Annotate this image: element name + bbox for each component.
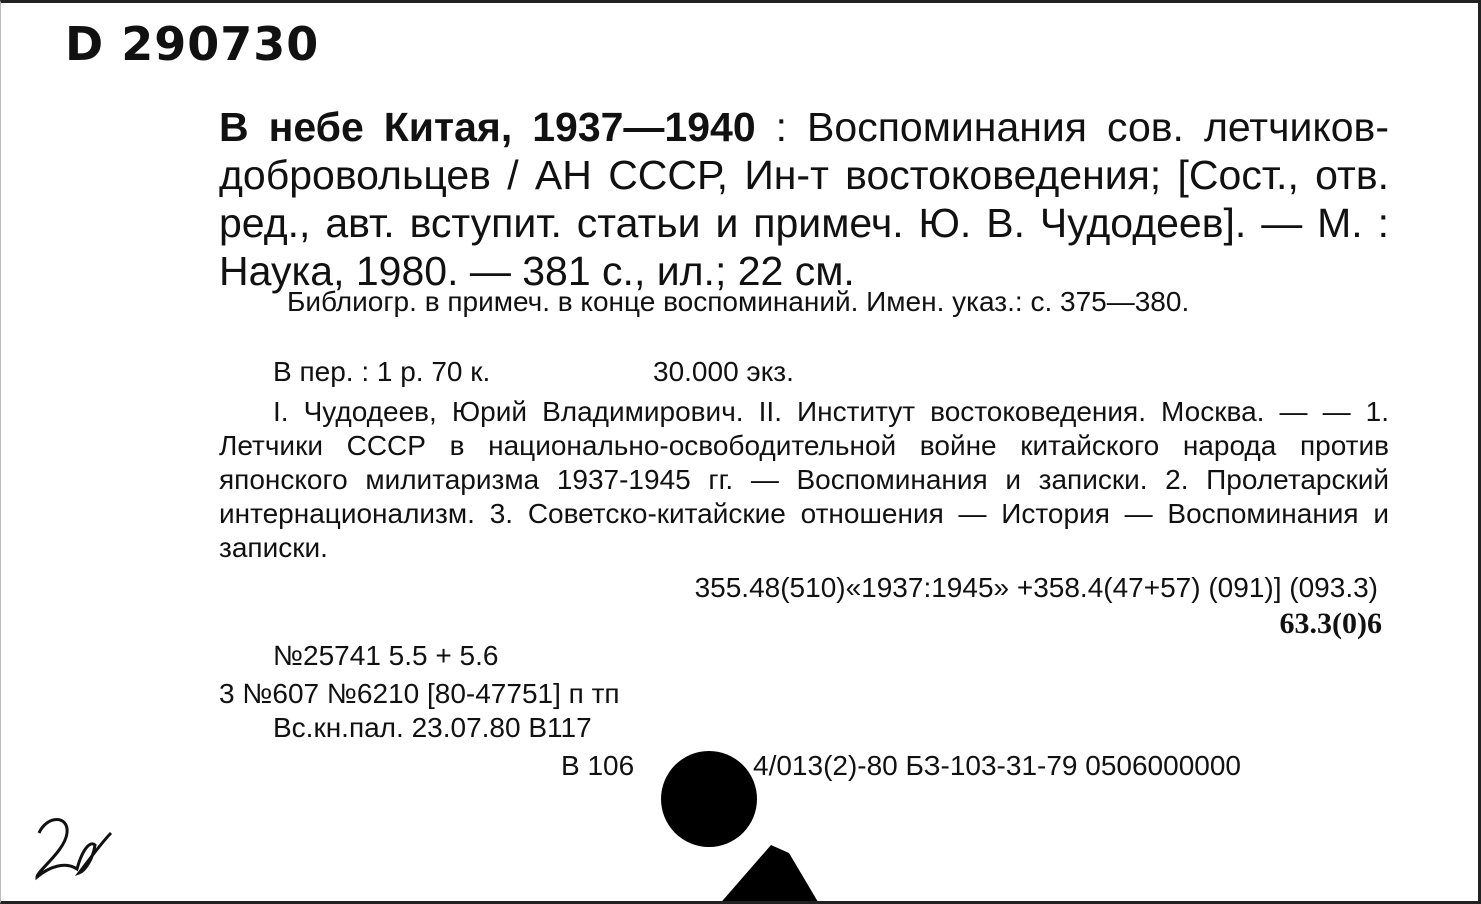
order-line: 3 №607 №6210 [80-47751] п тп xyxy=(219,678,620,709)
accession-number: D 290730 xyxy=(65,17,320,71)
punch-hole-mark xyxy=(621,733,861,904)
index-line-right: 4/013(2)-80 БЗ-103-31-79 0506000000 xyxy=(753,750,1241,781)
book-chamber-line: Вс.кн.пал. 23.07.80 В117 xyxy=(273,712,592,743)
title-continuation: : Воспоминания сов. летчиков-добровольцев / АН СССР, Ин-т востоковедения; [Сост., отв. ред., авт. вступит. статьи и примеч. Ю. В. Чудодеев]. — М. : Наука, 1980. — 381 с., ил.; 22 см. xyxy=(219,104,1389,294)
main-title: В небе Китая, 1937—1940 xyxy=(219,104,756,150)
bbk-classification: 63.3(0)6 xyxy=(1279,607,1382,640)
title-statement xyxy=(219,103,1389,295)
udc-classification: 355.48(510)«1937:1945» +358.4(47+57) (091)] (093.3) xyxy=(694,572,1378,603)
print-run: 30.000 экз. xyxy=(653,356,794,387)
punch-hole xyxy=(661,751,757,847)
record-number: №25741 5.5 + 5.6 xyxy=(273,640,499,671)
handwritten-stroke xyxy=(37,820,111,878)
handwritten-mark xyxy=(29,811,119,885)
card-notch xyxy=(717,845,821,904)
price: В пер. : 1 р. 70 к. xyxy=(273,356,491,387)
bibliography-note: Библиогр. в примеч. в конце воспоминаний. Имен. указ.: с. 375—380. xyxy=(287,286,1190,317)
subject-tracings: I. Чудодеев, Юрий Владимирович. II. Институт востоковедения. Москва. — — 1. Летчики СССР в национально-освободительной войне китайского народа против японского милитаризма 1937-1945 гг. — Воспоминания и записки. 2. Пролетарский интернационализм. 3. Советско-китайские отношения — История — Воспоминания и записки. xyxy=(219,396,1389,563)
index-line-left: В 106 xyxy=(561,750,635,781)
